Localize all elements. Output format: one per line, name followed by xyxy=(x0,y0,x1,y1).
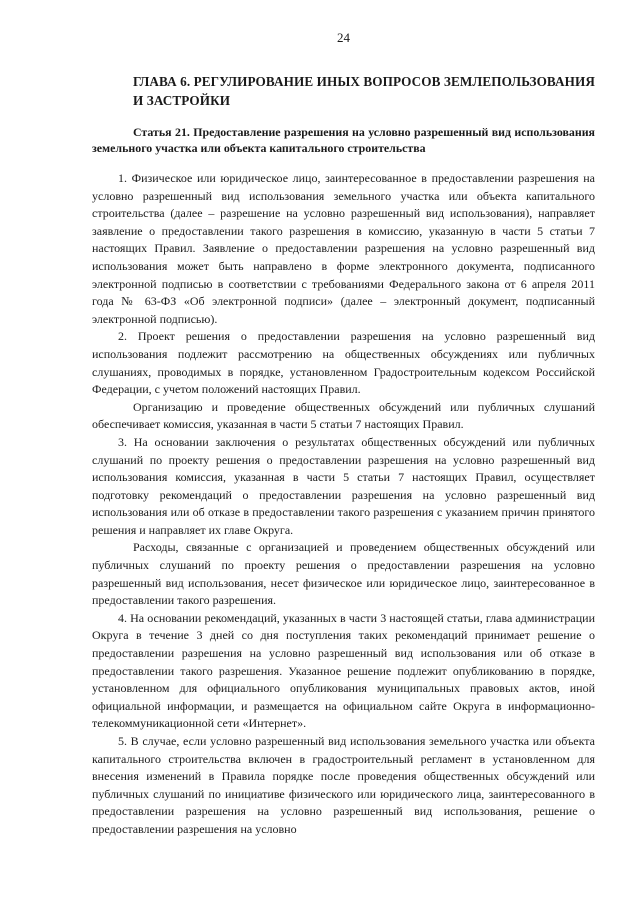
document-page xyxy=(92,30,595,839)
article-title: Статья 21. Предоставление разрешения на условно разрешенный вид использования земельного участка или объекта капитального строительства xyxy=(92,125,595,155)
paragraph-1: 1. Физическое или юридическое лицо, заинтересованное в предоставлении разрешения на условно разрешенный вид использования земельного участка или объекта капитального строительства (далее – разрешение на условно разрешенный вид использования), направляет заявление о предоставлении такого разрешения в комиссию, указанную в части 5 статьи 7 настоящих Правил. Заявление о предоставлении разрешения на условно разрешенный вид использования может быть направлено в форме электронного документа, подписанного электронной подписью в соответствии с требованиями Федерального закона от 6 апреля 2011 года № 63-ФЗ «Об электронной подписи» (далее – электронный документ, подписанный электронной подписью). xyxy=(92,171,595,326)
chapter-title: ГЛАВА 6. РЕГУЛИРОВАНИЕ ИНЫХ ВОПРОСОВ ЗЕМЛЕПОЛЬЗОВАНИЯ И ЗАСТРОЙКИ xyxy=(133,74,595,108)
paragraph-3-continuation: Расходы, связанные с организацией и проведением общественных обсуждений или публичных слушаний по проекту решения о предоставлении разрешения на условно разрешенный вид использования, несет физическое или юридическое лицо, заинтересованное в предоставлении такого разрешения. xyxy=(92,540,595,608)
paragraph-3: 3. На основании заключения о результатах общественных обсуждений или публичных слушаний по проекту решения о предоставлении разрешения на условно разрешенный вид использования комиссия, указанная в части 5 статьи 7 настоящих Правил, осуществляет подготовку рекомендаций о предоставлении разрешения на условно разрешенный вид использования или об отказе в предоставлении такого разрешения с указанием причин принятого решения и направляет их главе Округа. xyxy=(92,434,595,537)
paragraph-2-continuation: Организацию и проведение общественных обсуждений или публичных слушаний обеспечивает комиссия, указанная в части 5 статьи 7 настоящих Правил. xyxy=(92,399,595,432)
paragraph-4: 4. На основании рекомендаций, указанных в части 3 настоящей статьи, глава администрации Округа в течение 3 дней со дня поступления таких рекомендаций принимает решение о предоставлении разрешения на условно разрешенный вид использования или об отказе в предоставлении такого разрешения. Указанное решение подлежит опубликованию в порядке, установленном для официального опубликования муниципальных правовых актов, иной официальной информации, и размещается на официальном сайте Округа в информационно-телекоммуникационной сети «Интернет». xyxy=(92,610,595,731)
paragraph-2: 2. Проект решения о предоставлении разрешения на условно разрешенный вид использования подлежит рассмотрению на общественных обсуждениях или публичных слушаниях, проводимых в порядке, установленном Градостроительным кодексом Российской Федерации, с учетом положений настоящих Правил. xyxy=(92,329,595,397)
page-number: 24 xyxy=(337,30,350,45)
paragraph-5: 5. В случае, если условно разрешенный вид использования земельного участка или объекта капитального строительства включен в градостроительный регламент в установленном для внесения изменений в Правила порядке после проведения общественных обсуждений или публичных слушаний по инициативе физического или юридического лица, заинтересованного в предоставлении разрешения на условно разрешенный вид использования, решение о предоставлении разрешения на условно xyxy=(92,734,595,836)
